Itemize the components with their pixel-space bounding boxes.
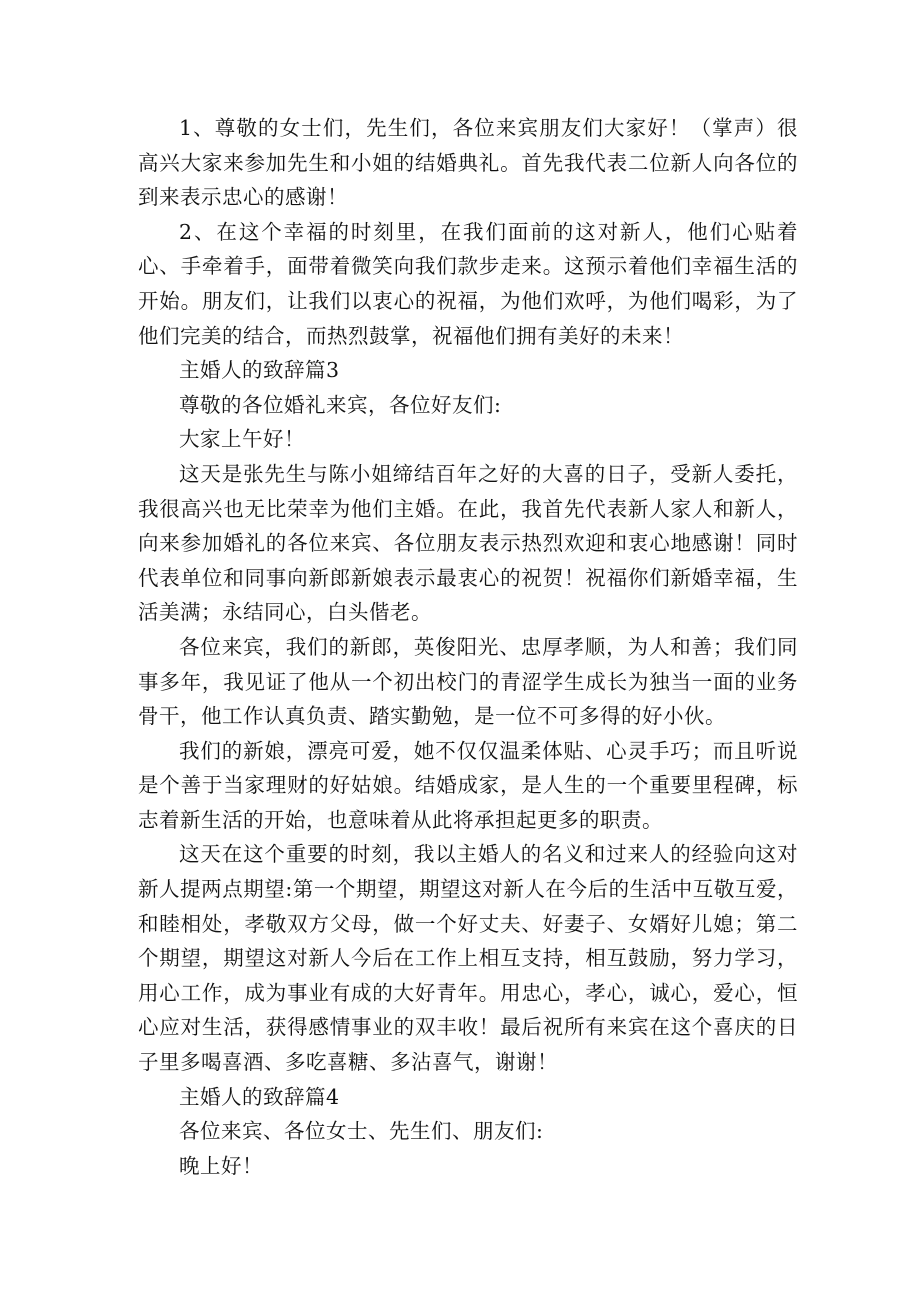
- section-heading-3: 主婚人的致辞篇3: [179, 358, 340, 383]
- paragraph-1: 1、尊敬的女士们，先生们，各位来宾朋友们大家好！（掌声）很高兴大家来参加先生和小姐的结婚典礼。首先我代表二位新人向各位的到来表示忠心的感谢！: [138, 116, 798, 210]
- greeting: 大家上午好！: [179, 427, 305, 452]
- salutation: 尊敬的各位婚礼来宾，各位好友们:: [179, 392, 502, 417]
- greeting-4: 晚上好！: [179, 1153, 263, 1178]
- paragraph-2: 2、在这个幸福的时刻里，在我们面前的这对新人，他们心贴着心、手牵着手，面带着微笑向我们款步走来。这预示着他们幸福生活的开始。朋友们，让我们以衷心的祝福，为他们欢呼，为他们喝彩，为了他们完美的结合，而热烈鼓掌，祝福他们拥有美好的未来！: [138, 219, 798, 348]
- paragraph-groom: 各位来宾，我们的新郎，英俊阳光、忠厚孝顺，为人和善；我们同事多年，我见证了他从一个初出校门的青涩学生成长为独当一面的业务骨干，他工作认真负责、踏实勤勉，是一位不可多得的好小伙。: [138, 634, 798, 729]
- paragraph-bride: 我们的新娘，漂亮可爱，她不仅仅温柔体贴、心灵手巧；而且听说是个善于当家理财的好姑娘。结婚成家，是人生的一个重要里程碑，标志着新生活的开始，也意味着从此将承担起更多的职责。: [138, 738, 798, 832]
- salutation-4: 各位来宾、各位女士、先生们、朋友们:: [179, 1119, 544, 1144]
- paragraph-expectations: 这天在这个重要的时刻，我以主婚人的名义和过来人的经验向这对新人提两点期望:第一个期望，期望这对新人在今后的生活中互敬互爱，和睦相处，孝敬双方父母，做一个好丈夫、好妻子、女婿好儿媳；第二个期望，期望这对新人今后在工作上相互支持，相互鼓励，努力学习，用心工作，成为事业有成的大好青年。用忠心，孝心，诚心，爱心，恒心应对生活，获得感情事业的双丰收！最后祝所有来宾在这个喜庆的日子里多喝喜酒、多吃喜糖、多沾喜气，谢谢！: [138, 842, 798, 1075]
- section-heading-4: 主婚人的致辞篇4: [179, 1084, 340, 1109]
- document-body: [138, 111, 798, 1183]
- paragraph-intro: 这天是张先生与陈小姐缔结百年之好的大喜的日子，受新人委托，我很高兴也无比荣幸为他们主婚。在此，我首先代表新人家人和新人，向来参加婚礼的各位来宾、各位朋友表示热烈欢迎和衷心地感谢！同时代表单位和同事向新郎新娘表示最衷心的祝贺！祝福你们新婚幸福，生活美满；永结同心，白头偕老。: [138, 461, 798, 625]
